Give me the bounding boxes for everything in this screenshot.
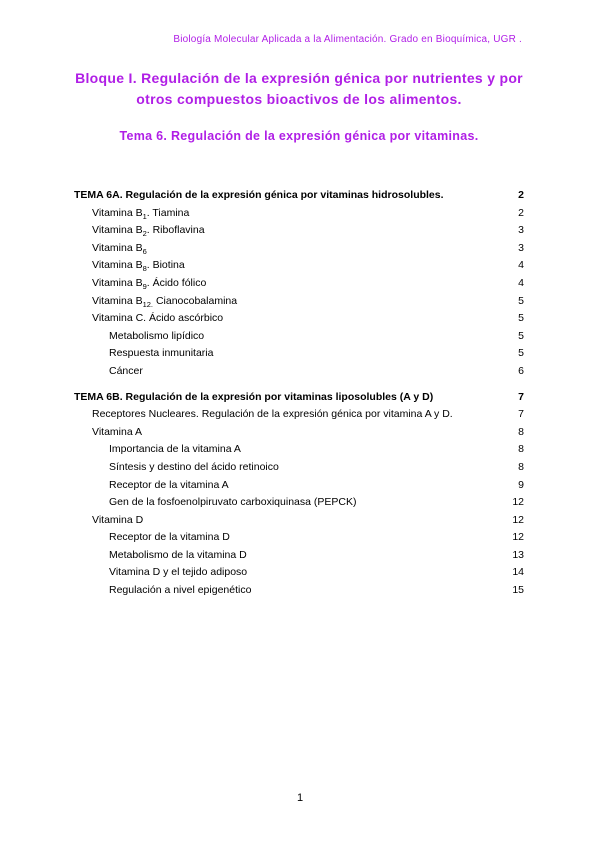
toc-entry [74,566,524,584]
toc-entry-page: 3 [518,241,524,254]
toc-entry [74,242,524,260]
label-text: TEMA 6A. Regulación de la expresión génica por vitaminas hidrosolubles. [74,189,444,201]
toc-entry-label [74,549,500,561]
toc-entry-label [74,408,500,420]
toc-entry [74,443,524,461]
toc-entry-label [74,347,500,359]
toc-entry-page: 7 [518,408,524,421]
toc-entry-label [74,584,500,596]
label-text: Cianocobalamina [153,294,238,307]
toc-entry [74,365,524,383]
toc-entry [74,549,524,567]
toc-entry-label [74,330,500,342]
toc-entry-page: 2 [518,206,524,219]
toc-entry-label [74,514,500,526]
toc-entry-page: 12 [512,496,524,509]
subscript-text: 2 [142,229,147,237]
subscript-text: 8 [142,264,147,272]
toc-entry-page: 5 [518,347,524,360]
block-title: Bloque I. Regulación de la expresión génica por nutrientes y por otros compuestos bioactivos de los alimentos. [75,70,523,107]
toc-entry-label [74,496,500,508]
toc-entry-page: 8 [518,443,524,456]
course-header: Biología Molecular Aplicada a la Alimentación. Grado en Bioquímica, UGR . [173,34,522,45]
toc-entry [74,514,524,532]
toc-entry [74,224,524,242]
label-text: Respuesta inmunitaria [109,347,214,360]
label-text: Vitamina B [92,241,143,254]
toc-entry [74,295,524,313]
tema-title: Tema 6. Regulación de la expresión génica por vitaminas. [119,129,479,143]
subscript-text: 1 [142,211,147,219]
toc-entry-label [74,189,500,201]
toc-entry [74,479,524,497]
label-text: TEMA 6B. Regulación de la expresión por vitaminas liposolubles (A y D) [74,390,434,403]
label-text: Receptor de la vitamina D [109,531,230,544]
toc-entry [74,312,524,330]
label-text: Importancia de la vitamina A [109,443,241,456]
toc-entry-label [74,391,500,403]
toc-entry [74,189,524,207]
toc-entry [74,391,524,409]
label-text: Vitamina D y el tejido adiposo [109,566,248,579]
toc-entry [74,408,524,426]
toc-entry-label [74,242,500,254]
label-text: Regulación a nivel epigenético [109,584,252,597]
toc-entry-page: 4 [518,276,524,289]
toc-entry-page: 5 [518,329,524,342]
subscript-text: 6 [142,246,147,254]
toc-entry-page: 2 [518,189,524,201]
toc-entry [74,584,524,602]
label-text: Cáncer [109,364,143,377]
toc-entry-label [74,461,500,473]
toc-entry [74,277,524,295]
toc-entry-label [74,443,500,455]
label-text: . Riboflavina [146,224,205,237]
toc-entry [74,426,524,444]
toc-entry-label [74,365,500,377]
toc-entry-page: 12 [512,513,524,526]
subscript-text: 12. [142,299,154,307]
label-text: Vitamina B [92,206,143,219]
toc-entry [74,531,524,549]
subscript-text: 9 [142,282,147,289]
label-text: Vitamina C. Ácido ascórbico [92,312,224,325]
toc-entry-page: 8 [518,460,524,473]
toc-entry-label [74,224,500,236]
label-text: Vitamina B [92,259,143,272]
label-text: Vitamina B [92,294,143,307]
toc-entry-page: 5 [518,294,524,307]
toc-entry-page: 15 [512,584,524,597]
toc-entry-label [74,295,500,307]
label-text: . Ácido fólico [146,276,207,289]
label-text: Receptor de la vitamina A [109,478,229,491]
toc-entry-label [74,277,500,289]
toc-entry-label [74,207,500,219]
label-text: Vitamina D [92,513,144,526]
toc-entry-page: 7 [518,390,524,403]
toc-entry-label [74,566,500,578]
toc-entry-page: 9 [518,478,524,491]
label-text: Metabolismo lipídico [109,329,205,342]
toc-entry [74,330,524,348]
toc-entry [74,461,524,479]
label-text: . Tiamina [146,206,190,219]
page-number: 1 [296,792,304,804]
label-text: Vitamina B [92,276,143,289]
toc-list [74,189,524,602]
label-text: Vitamina B [92,224,143,237]
toc-entry-page: 8 [518,425,524,438]
label-text: Metabolismo de la vitamina D [109,548,247,561]
toc-entry-label [74,426,500,438]
toc-entry-page: 12 [512,531,524,544]
label-text: Receptores Nucleares. Regulación de la expresión génica por vitamina A y D. [92,408,453,421]
toc-entry-label [74,312,500,324]
toc-entry [74,259,524,277]
label-text: Gen de la fosfoenolpiruvato carboxiquinasa (PEPCK) [109,496,357,509]
toc-entry [74,347,524,365]
toc-entry-page: 4 [518,259,524,272]
toc-entry-page: 3 [518,224,524,237]
toc-entry [74,496,524,514]
toc-entry-label [74,531,500,543]
toc-entry-page: 6 [518,364,524,377]
label-text: . Biotina [146,259,185,272]
toc-entry-label [74,259,500,271]
toc-entry [74,207,524,225]
toc-entry-page: 14 [512,566,524,579]
label-text: Vitamina A [92,425,143,438]
toc-entry-page: 13 [512,548,524,561]
toc-entry-label [74,479,500,491]
label-text: Síntesis y destino del ácido retinoico [109,460,279,473]
toc-entry-page: 5 [518,312,524,325]
